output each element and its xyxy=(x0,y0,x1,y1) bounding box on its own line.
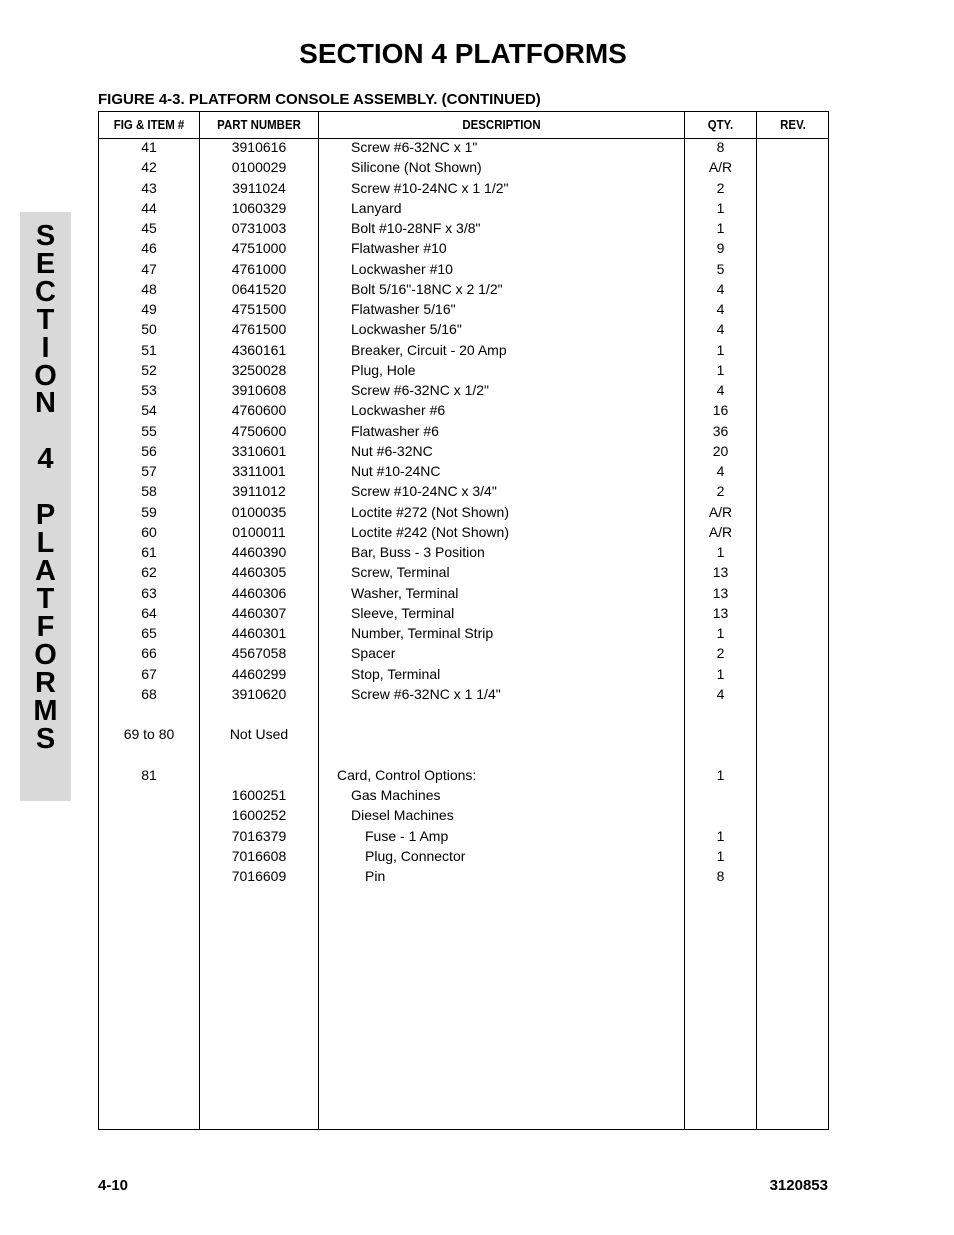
cell-part-number: 3910620 xyxy=(231,685,287,702)
section-title: SECTION 4 PLATFORMS xyxy=(299,38,627,69)
side-tab-letter: T xyxy=(36,304,55,336)
cell-description: Diesel Machines xyxy=(351,807,454,824)
cell-fig-item: 41 xyxy=(141,139,157,155)
section-side-tab xyxy=(20,212,71,801)
header-rev: REV. xyxy=(780,117,806,132)
cell-qty: 5 xyxy=(716,260,725,277)
side-tab-letter: S xyxy=(35,220,56,252)
cell-description: Card, Control Options: xyxy=(337,766,477,783)
cell-part-number: 4460307 xyxy=(231,604,287,621)
cell-part-number: 4567058 xyxy=(231,645,287,662)
table-row xyxy=(99,866,828,886)
cell-description: Plug, Hole xyxy=(351,361,416,378)
table-row xyxy=(99,724,828,744)
cell-part-number: 3910608 xyxy=(231,382,287,398)
side-tab-letter: L xyxy=(36,527,55,559)
cell-qty: 1 xyxy=(716,341,725,358)
cell-description: Lockwasher #6 xyxy=(351,402,446,419)
cell-fig-item: 64 xyxy=(141,604,157,621)
side-tab-letter: T xyxy=(36,583,55,615)
cell-fig-item: 42 xyxy=(141,159,157,176)
table-row xyxy=(99,218,828,238)
cell-description: Loctite #242 (Not Shown) xyxy=(351,523,509,540)
side-tab-letter: P xyxy=(35,499,56,531)
cell-description: Lockwasher 5/16" xyxy=(351,321,462,338)
cell-description: Plug, Connector xyxy=(365,847,466,864)
cell-qty: 1 xyxy=(716,665,725,682)
document-number: 3120853 xyxy=(769,1177,828,1194)
cell-qty: 13 xyxy=(712,604,729,621)
table-row xyxy=(99,319,828,339)
cell-fig-item: 50 xyxy=(141,321,157,338)
cell-part-number: 4460299 xyxy=(231,665,287,682)
cell-qty: 4 xyxy=(716,463,725,479)
table-row xyxy=(99,299,828,319)
cell-part-number: 1600252 xyxy=(231,807,287,824)
cell-part-number: 3910616 xyxy=(231,139,287,155)
side-tab-letter: S xyxy=(35,723,56,755)
cell-qty: 4 xyxy=(716,382,725,398)
cell-qty: 2 xyxy=(716,645,725,662)
side-tab-letter: N xyxy=(35,387,56,419)
cell-part-number: 0641520 xyxy=(231,280,287,297)
cell-fig-item: 52 xyxy=(141,361,157,378)
table-row xyxy=(99,583,828,603)
cell-part-number: 3250028 xyxy=(231,361,287,378)
table-row xyxy=(99,340,828,360)
cell-description: Spacer xyxy=(351,645,396,662)
table-row xyxy=(99,380,828,400)
table-row xyxy=(99,562,828,582)
cell-fig-item: 44 xyxy=(141,199,157,216)
table-row xyxy=(99,623,828,643)
cell-qty: 8 xyxy=(716,868,725,884)
parts-table xyxy=(98,111,829,1130)
cell-fig-item: 54 xyxy=(141,402,157,419)
table-row xyxy=(99,259,828,279)
cell-fig-item: 51 xyxy=(141,341,157,358)
cell-description: Bolt 5/16"-18NC x 2 1/2" xyxy=(351,280,503,297)
table-row xyxy=(99,400,828,420)
cell-qty: 13 xyxy=(712,584,729,601)
table-row xyxy=(99,643,828,663)
cell-description: Screw #6-32NC x 1/2" xyxy=(351,382,490,398)
cell-description: Stop, Terminal xyxy=(351,665,441,682)
cell-qty: A/R xyxy=(708,503,733,520)
cell-part-number: 3311001 xyxy=(232,463,286,479)
cell-fig-item: 69 to 80 xyxy=(123,726,175,743)
cell-part-number: 4760600 xyxy=(231,402,287,419)
cell-description: Washer, Terminal xyxy=(351,584,459,601)
cell-description: Sleeve, Terminal xyxy=(351,604,455,621)
cell-part-number: 4460305 xyxy=(231,564,287,581)
table-row xyxy=(99,481,828,501)
table-row xyxy=(99,421,828,441)
cell-description: Bolt #10-28NF x 3/8" xyxy=(351,220,481,236)
cell-description: Flatwasher #10 xyxy=(351,240,447,257)
table-row xyxy=(99,684,828,704)
cell-part-number: 0100035 xyxy=(231,503,287,520)
cell-qty: 4 xyxy=(716,301,725,317)
cell-qty: 16 xyxy=(712,402,729,419)
cell-description: Bar, Buss - 3 Position xyxy=(351,544,485,560)
cell-fig-item: 48 xyxy=(141,280,157,297)
cell-description: Nut #10-24NC xyxy=(351,463,441,479)
cell-part-number: 0731003 xyxy=(231,220,287,236)
cell-fig-item: 58 xyxy=(141,483,157,500)
cell-part-number: 4460306 xyxy=(231,584,287,601)
cell-part-number: 4761500 xyxy=(231,321,287,338)
cell-description: Nut #6-32NC xyxy=(351,442,433,459)
table-row xyxy=(99,178,828,198)
cell-qty: 1 xyxy=(716,625,725,641)
table-row xyxy=(99,785,828,805)
cell-qty: 1 xyxy=(716,544,725,560)
cell-fig-item: 65 xyxy=(141,625,157,641)
table-row xyxy=(99,603,828,623)
table-row xyxy=(99,704,828,724)
cell-part-number: 3310601 xyxy=(231,442,287,459)
cell-part-number: 4460390 xyxy=(231,544,287,560)
cell-part-number: 3911012 xyxy=(232,483,286,500)
cell-qty: 13 xyxy=(712,564,729,581)
cell-part-number: 7016608 xyxy=(231,847,287,864)
cell-fig-item: 46 xyxy=(141,240,157,257)
table-row xyxy=(99,846,828,866)
cell-description: Fuse - 1 Amp xyxy=(365,827,449,844)
cell-qty: 36 xyxy=(712,422,729,439)
cell-description: Breaker, Circuit - 20 Amp xyxy=(351,341,507,358)
cell-part-number: 4750600 xyxy=(231,422,287,439)
header-fig-item: FIG & ITEM # xyxy=(113,117,185,132)
cell-part-number: 4360161 xyxy=(231,341,287,358)
cell-description: Screw #6-32NC x 1" xyxy=(351,139,478,155)
cell-qty: A/R xyxy=(708,523,733,540)
header-part-number: PART NUMBER xyxy=(217,117,301,132)
cell-qty: 8 xyxy=(716,139,725,155)
cell-qty: 20 xyxy=(712,442,729,459)
cell-fig-item: 45 xyxy=(141,220,157,236)
cell-fig-item: 81 xyxy=(141,766,157,783)
side-tab-letter: C xyxy=(35,276,56,308)
table-row xyxy=(99,198,828,218)
cell-description: Gas Machines xyxy=(351,787,441,803)
cell-qty: A/R xyxy=(708,159,733,176)
table-row xyxy=(99,542,828,562)
cell-description: Silicone (Not Shown) xyxy=(351,159,482,176)
side-tab-letter: O xyxy=(34,360,57,392)
cell-part-number: 4751500 xyxy=(231,301,287,317)
cell-description: Pin xyxy=(365,868,386,884)
cell-fig-item: 62 xyxy=(141,564,157,581)
cell-description: Flatwasher #6 xyxy=(351,422,439,439)
cell-part-number: 7016379 xyxy=(231,827,287,844)
cell-qty: 1 xyxy=(716,847,725,864)
table-row xyxy=(99,745,828,765)
cell-qty: 2 xyxy=(716,179,725,196)
cell-qty: 4 xyxy=(716,685,725,702)
table-row xyxy=(99,360,828,380)
cell-part-number: 1060329 xyxy=(231,199,287,216)
cell-fig-item: 63 xyxy=(141,584,157,601)
table-row xyxy=(99,664,828,684)
cell-qty: 1 xyxy=(716,827,725,844)
cell-description: Number, Terminal Strip xyxy=(351,625,494,641)
cell-part-number: Not Used xyxy=(229,726,289,743)
cell-description: Flatwasher 5/16" xyxy=(351,301,456,317)
cell-fig-item: 43 xyxy=(141,179,157,196)
cell-part-number: 4761000 xyxy=(231,260,287,277)
cell-qty: 2 xyxy=(716,483,725,500)
cell-fig-item: 59 xyxy=(141,503,157,520)
cell-qty: 1 xyxy=(716,199,725,216)
cell-description: Screw #10-24NC x 1 1/2" xyxy=(351,179,509,196)
table-row xyxy=(99,522,828,542)
cell-part-number: 1600251 xyxy=(231,787,287,803)
side-tab-letter: O xyxy=(34,639,57,671)
cell-part-number: 0100029 xyxy=(231,159,287,176)
cell-qty: 4 xyxy=(716,280,725,297)
cell-description: Screw #6-32NC x 1 1/4" xyxy=(351,685,501,702)
cell-qty: 1 xyxy=(716,766,725,783)
side-tab-letter: 4 xyxy=(37,443,54,475)
side-tab-letter: R xyxy=(35,667,56,699)
cell-part-number: 0100011 xyxy=(232,523,286,540)
table-row xyxy=(99,826,828,846)
side-tab-letter: A xyxy=(35,555,56,587)
side-tab-letter: I xyxy=(41,332,50,364)
cell-part-number: 3911024 xyxy=(232,179,286,196)
cell-qty: 1 xyxy=(716,361,725,378)
cell-fig-item: 49 xyxy=(141,301,157,317)
table-row xyxy=(99,805,828,825)
cell-fig-item: 57 xyxy=(141,463,157,479)
side-tab-letter: F xyxy=(36,611,55,643)
cell-description: Screw, Terminal xyxy=(351,564,450,581)
cell-fig-item: 56 xyxy=(141,442,157,459)
cell-part-number: 4751000 xyxy=(231,240,287,257)
cell-qty: 1 xyxy=(716,220,725,236)
table-row xyxy=(99,157,828,177)
table-row xyxy=(99,137,828,157)
cell-fig-item: 55 xyxy=(141,422,157,439)
cell-qty: 4 xyxy=(716,321,725,338)
table-row xyxy=(99,765,828,785)
header-qty: QTY. xyxy=(707,117,734,132)
cell-fig-item: 60 xyxy=(141,523,157,540)
figure-title: FIGURE 4-3. PLATFORM CONSOLE ASSEMBLY. (CONTINUED) xyxy=(98,91,541,108)
cell-qty: 9 xyxy=(716,240,725,257)
table-row xyxy=(99,461,828,481)
cell-description: Lanyard xyxy=(351,199,402,216)
cell-fig-item: 61 xyxy=(141,544,157,560)
cell-description: Loctite #272 (Not Shown) xyxy=(351,503,509,520)
cell-part-number: 4460301 xyxy=(231,625,287,641)
cell-fig-item: 67 xyxy=(141,665,157,682)
cell-fig-item: 47 xyxy=(141,260,157,277)
cell-fig-item: 66 xyxy=(141,645,157,662)
page-number: 4-10 xyxy=(98,1177,129,1194)
table-row xyxy=(99,238,828,258)
cell-fig-item: 53 xyxy=(141,382,157,398)
cell-fig-item: 68 xyxy=(141,685,157,702)
side-tab-letter: M xyxy=(33,695,58,727)
table-row xyxy=(99,502,828,522)
table-row xyxy=(99,441,828,461)
cell-description: Screw #10-24NC x 3/4" xyxy=(351,483,497,500)
table-row xyxy=(99,279,828,299)
cell-description: Lockwasher #10 xyxy=(351,260,453,277)
side-tab-letter: E xyxy=(35,248,56,280)
cell-part-number: 7016609 xyxy=(231,868,287,884)
header-description: DESCRIPTION xyxy=(462,117,541,132)
